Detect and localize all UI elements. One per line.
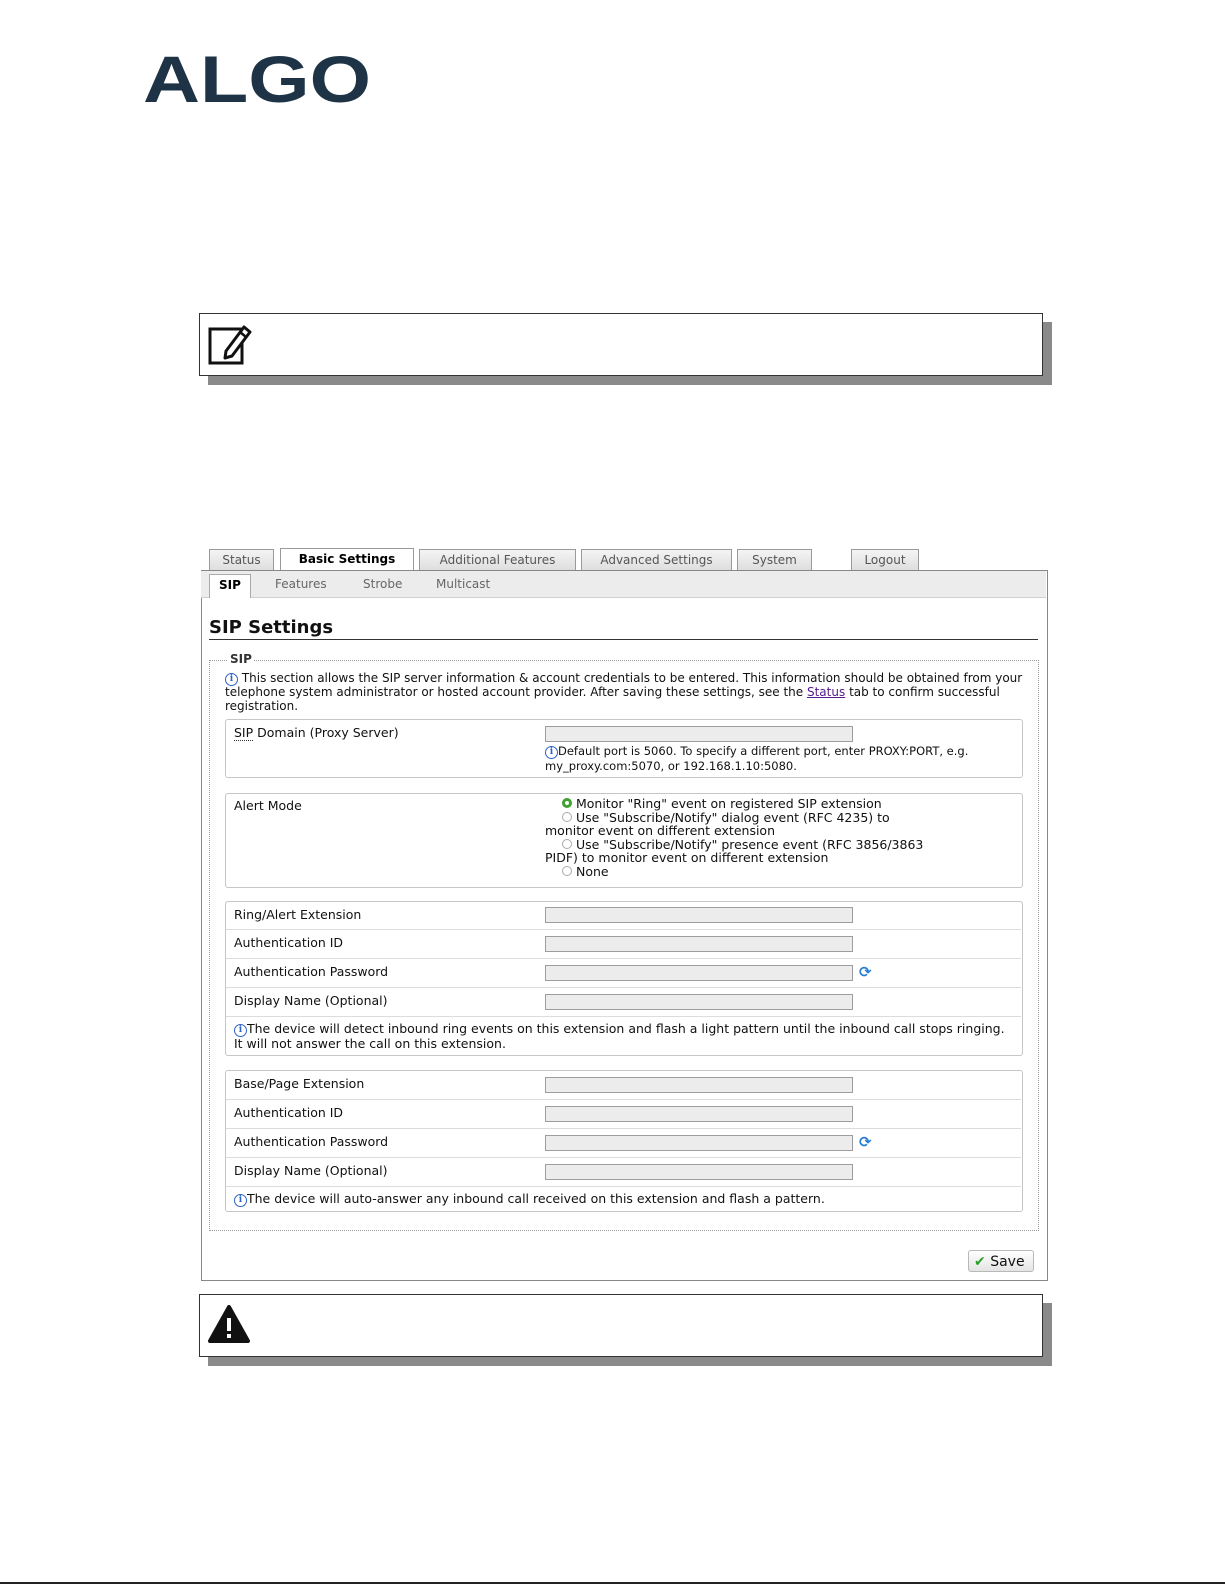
title-divider — [209, 639, 1038, 640]
status-link[interactable]: Status — [806, 685, 846, 699]
regenerate-icon[interactable]: ⟳ — [859, 963, 872, 981]
row-divider — [226, 929, 1021, 930]
ring-help: i The device will detect inbound ring events on this extension and flash a light pattern until the inbound call stops ringing. It will not answer the call on this extension. — [234, 1021, 1005, 1051]
sip-domain-label: SIP Domain (Proxy Server) — [234, 725, 399, 740]
warning-box — [199, 1294, 1043, 1357]
row-divider — [226, 1186, 1021, 1187]
row-divider — [226, 1128, 1021, 1129]
svg-text:ALGO: ALGO — [143, 50, 371, 108]
ring-display-name-input[interactable] — [545, 994, 853, 1010]
page-extension-input[interactable] — [545, 1077, 853, 1093]
ring-extension-input[interactable] — [545, 907, 853, 923]
check-icon: ✔ — [974, 1254, 986, 1270]
alert-option-1[interactable]: Monitor "Ring" event on registered SIP extension — [545, 797, 985, 811]
info-icon: i — [545, 746, 558, 759]
radio[interactable] — [562, 812, 572, 822]
algo-logo — [143, 50, 375, 108]
page-auth-id-label: Authentication ID — [234, 1105, 344, 1120]
alert-option-2[interactable]: Use "Subscribe/Notify" dialog event (RFC 4235) to — [545, 811, 985, 825]
fieldset-legend: SIP — [230, 652, 252, 666]
row-divider — [226, 958, 1021, 959]
sip-domain-help: i Default port is 5060. To specify a different port, enter PROXY:PORT, e.g. my_proxy.com:5070, or 192.168.1.10:5080. — [545, 744, 969, 773]
page-help: i The device will auto-answer any inbound call received on this extension and flash a pattern. — [234, 1192, 1014, 1207]
page-display-name-input[interactable] — [545, 1164, 853, 1180]
alert-mode-options — [545, 797, 985, 879]
alert-mode-label: Alert Mode — [234, 798, 302, 813]
page-extension-label: Base/Page Extension — [234, 1076, 365, 1091]
page-password-label: Authentication Password — [234, 1134, 389, 1149]
page-password-input[interactable] — [545, 1135, 853, 1151]
ring-auth-id-input[interactable] — [545, 936, 853, 952]
subtab-sip[interactable]: SIP — [209, 574, 251, 598]
alert-option-2-cont: monitor event on different extension — [545, 823, 775, 839]
radio[interactable] — [562, 839, 572, 849]
info-icon: i — [234, 1024, 247, 1037]
tab-logout[interactable]: Logout — [851, 549, 919, 570]
tab-basic-settings[interactable]: Basic Settings — [280, 548, 414, 570]
row-divider — [226, 987, 1021, 988]
row-divider — [226, 1157, 1021, 1158]
regenerate-icon[interactable]: ⟳ — [859, 1133, 872, 1151]
info-icon: i — [234, 1194, 247, 1207]
page-auth-id-input[interactable] — [545, 1106, 853, 1122]
save-button[interactable]: ✔ Save — [968, 1250, 1034, 1272]
radio[interactable] — [562, 866, 572, 876]
subtab-features[interactable]: Features — [275, 577, 327, 591]
subtab-multicast[interactable]: Multicast — [436, 577, 491, 591]
tab-status[interactable]: Status — [209, 549, 274, 570]
ring-auth-id-label: Authentication ID — [234, 935, 344, 950]
edit-note-icon — [206, 321, 252, 367]
note-box — [199, 313, 1043, 376]
page-display-name-label: Display Name (Optional) — [234, 1163, 388, 1178]
subtab-strobe[interactable]: Strobe — [363, 577, 403, 591]
intro-text — [225, 672, 1025, 713]
row-divider — [226, 1016, 1021, 1017]
warning-icon — [207, 1303, 251, 1347]
radio-selected[interactable] — [562, 798, 572, 808]
tab-advanced-settings[interactable]: Advanced Settings — [581, 549, 732, 570]
page-bottom-rule — [0, 1582, 1225, 1584]
ring-extension-label: Ring/Alert Extension — [234, 907, 362, 922]
ring-display-name-label: Display Name (Optional) — [234, 993, 388, 1008]
ring-password-label: Authentication Password — [234, 964, 389, 979]
tab-system[interactable]: System — [737, 549, 812, 570]
alert-option-3-cont: PIDF) to monitor event on different extension — [545, 850, 829, 866]
sip-domain-input[interactable] — [545, 726, 853, 742]
alert-option-4[interactable]: None — [545, 865, 985, 879]
row-divider — [226, 1099, 1021, 1100]
page-title: SIP Settings — [209, 617, 334, 638]
alert-option-3[interactable]: Use "Subscribe/Notify" presence event (RFC 3856/3863 — [545, 838, 985, 852]
subtab-bar — [201, 571, 1046, 598]
tab-additional-features[interactable]: Additional Features — [419, 549, 576, 570]
info-icon: i — [225, 673, 238, 686]
ring-password-input[interactable] — [545, 965, 853, 981]
intro-after-link: tab to confirm successful registration. — [225, 685, 1000, 713]
intro-before-link: This section allows the SIP server information & account credentials to be entered. This information should be obtained from your telephone system administrator or hosted account provider. After saving these settings, see the — [225, 671, 1023, 699]
